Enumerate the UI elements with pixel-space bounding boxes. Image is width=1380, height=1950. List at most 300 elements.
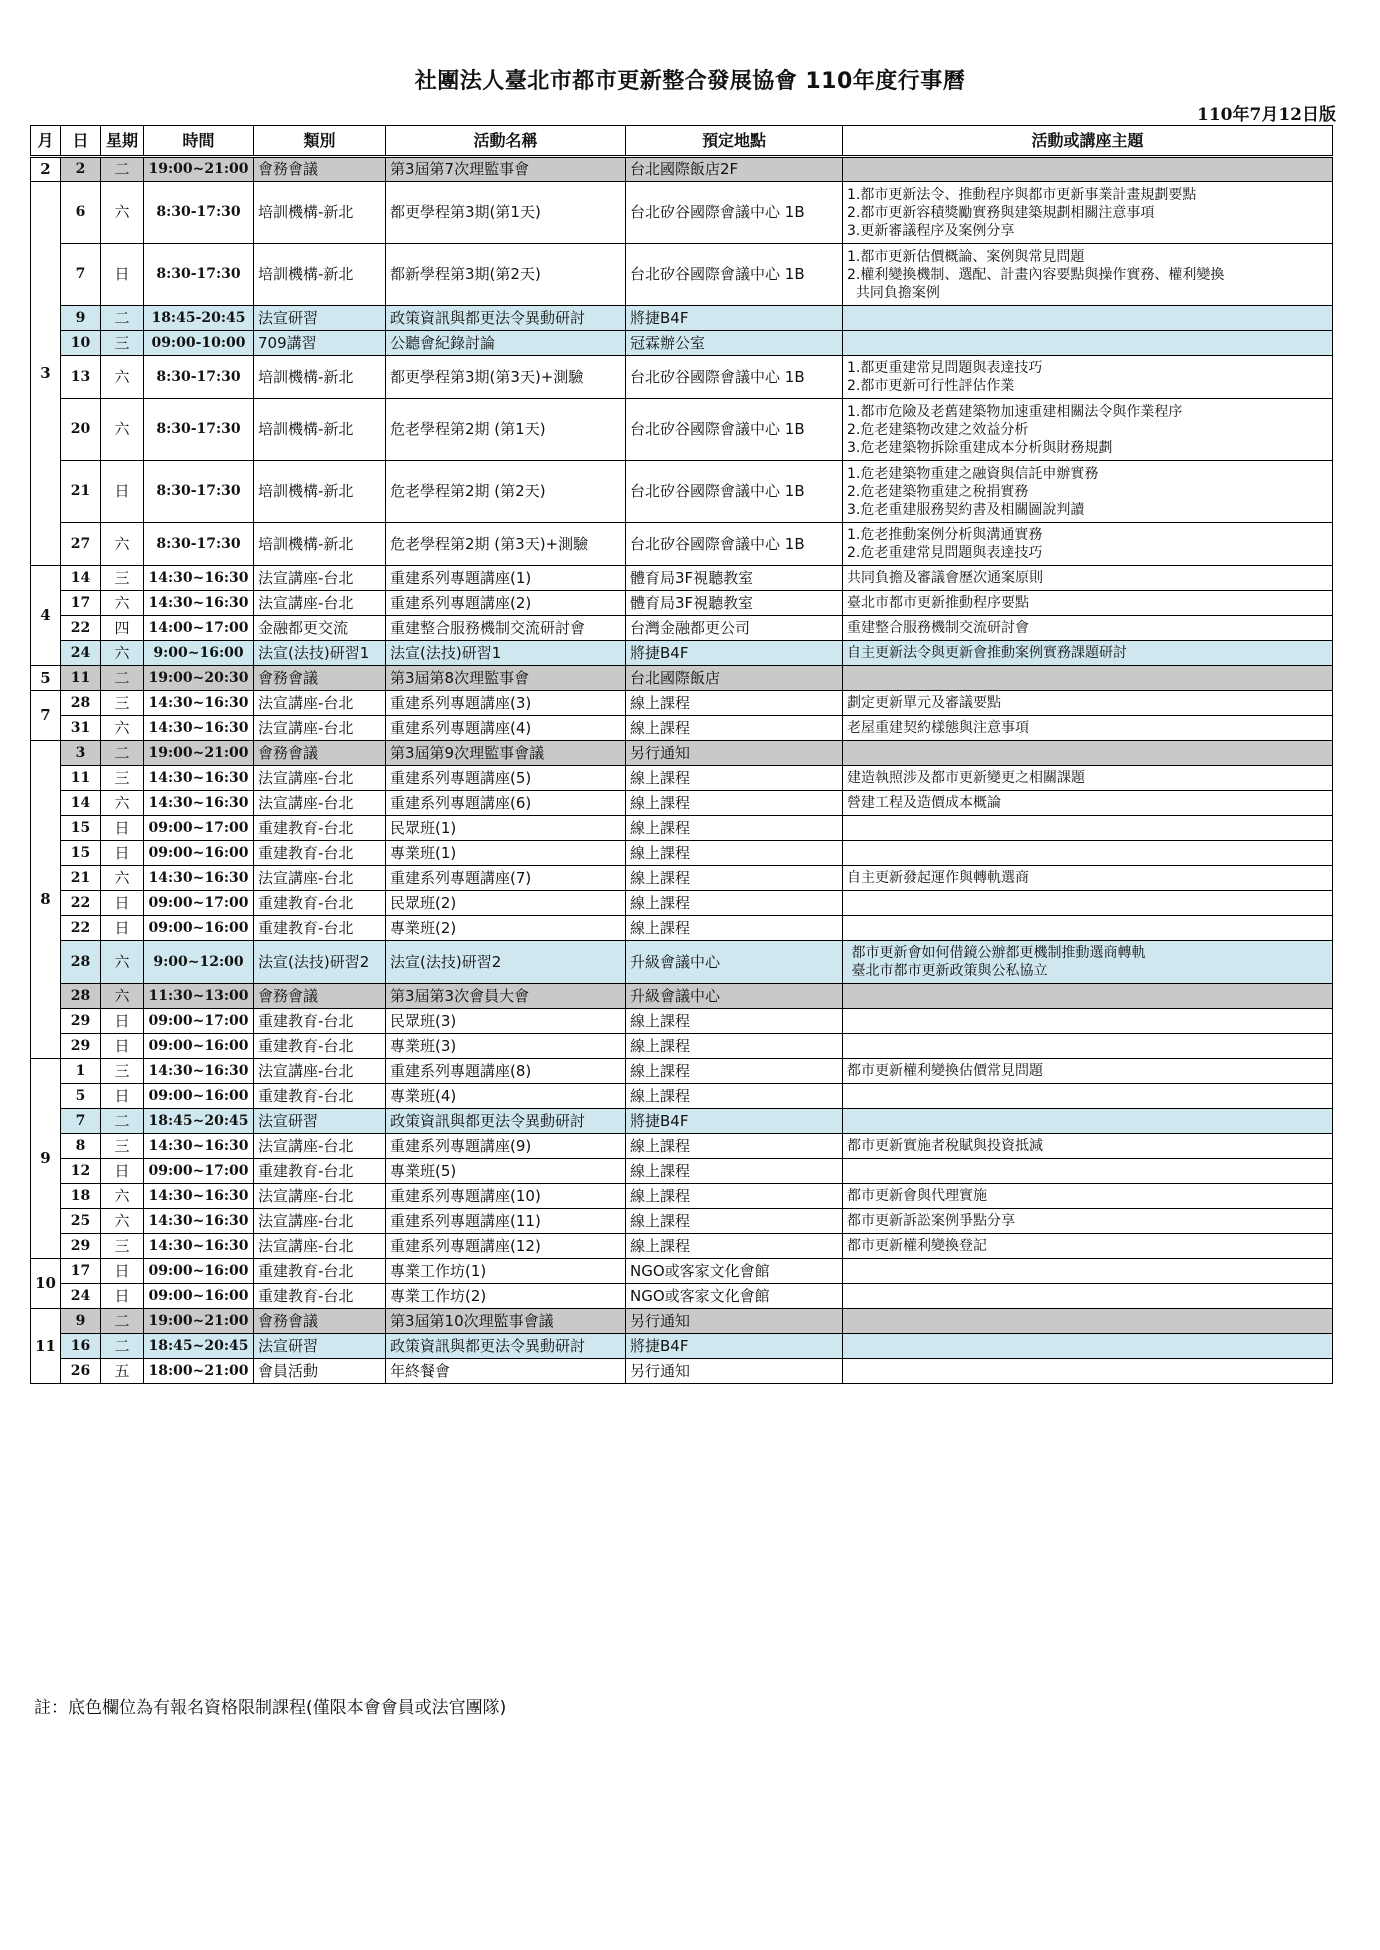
weekday-cell: 三: [101, 566, 144, 591]
activity-cell: 專業班(3): [386, 1034, 626, 1059]
activity-cell: 第3屆第3次會員大會: [386, 984, 626, 1009]
month-cell: 8: [31, 741, 61, 1059]
activity-cell: 重建系列專題講座(7): [386, 866, 626, 891]
activity-cell: 第3屆第9次理監事會議: [386, 741, 626, 766]
weekday-cell: 六: [101, 591, 144, 616]
day-cell: 15: [61, 816, 101, 841]
table-row: [31, 766, 1333, 791]
time-cell: 14:30~16:30: [144, 716, 254, 741]
topic-cell: [843, 1234, 1333, 1259]
month-cell: 2: [31, 157, 61, 182]
table-row: [31, 941, 1333, 984]
weekday-cell: 二: [101, 1309, 144, 1334]
activity-cell: 重建系列專題講座(8): [386, 1059, 626, 1084]
month-cell: 11: [31, 1309, 61, 1384]
category-cell: 法宣講座-台北: [254, 691, 386, 716]
table-header-row: [31, 126, 1333, 157]
day-cell: 7: [61, 1109, 101, 1134]
topic-line: 劃定更新單元及審議要點: [847, 695, 1001, 711]
venue-cell: 體育局3F視聽教室: [626, 591, 843, 616]
venue-cell: 另行通知: [626, 1359, 843, 1384]
day-cell: 25: [61, 1209, 101, 1234]
page-title: 社團法人臺北市都市更新整合發展協會 110年度行事曆: [414, 69, 966, 94]
topic-cell: [843, 591, 1333, 616]
topic-cell: [843, 741, 1333, 766]
header-activity: 活動名稱: [386, 126, 626, 157]
header-month: 月: [31, 126, 61, 157]
weekday-cell: 日: [101, 816, 144, 841]
header-day: 日: [61, 126, 101, 157]
category-cell: 培訓機構-新北: [254, 399, 386, 461]
header-time: 時間: [144, 126, 254, 157]
time-cell: 18:45~20:45: [144, 1109, 254, 1134]
topic-cell: [843, 666, 1333, 691]
table-row: [31, 841, 1333, 866]
version-label: 110年7月12日版: [1197, 105, 1336, 125]
category-cell: 重建教育-台北: [254, 1009, 386, 1034]
activity-cell: 專業工作坊(2): [386, 1284, 626, 1309]
time-cell: 9:00~12:00: [144, 941, 254, 984]
topic-line: 都市更新權利變換登記: [847, 1238, 987, 1254]
category-cell: 法宣(法技)研習2: [254, 941, 386, 984]
day-cell: 22: [61, 891, 101, 916]
day-cell: 14: [61, 566, 101, 591]
time-cell: 18:45-20:45: [144, 306, 254, 331]
venue-cell: 將捷B4F: [626, 306, 843, 331]
day-cell: 2: [61, 157, 101, 182]
topic-cell: [843, 691, 1333, 716]
category-cell: 重建教育-台北: [254, 916, 386, 941]
topic-cell: [843, 984, 1333, 1009]
time-cell: 09:00~17:00: [144, 816, 254, 841]
category-cell: 重建教育-台北: [254, 816, 386, 841]
day-cell: 27: [61, 523, 101, 566]
time-cell: 09:00~17:00: [144, 1159, 254, 1184]
month-cell: 4: [31, 566, 61, 666]
table-row: [31, 891, 1333, 916]
topic-cell: [843, 941, 1333, 984]
weekday-cell: 日: [101, 1159, 144, 1184]
activity-cell: 重建系列專題講座(10): [386, 1184, 626, 1209]
topic-cell: [843, 182, 1333, 244]
activity-cell: 法宣(法技)研習1: [386, 641, 626, 666]
time-cell: 8:30-17:30: [144, 523, 254, 566]
weekday-cell: 六: [101, 523, 144, 566]
category-cell: 會務會議: [254, 1309, 386, 1334]
weekday-cell: 二: [101, 1109, 144, 1134]
category-cell: 法宣講座-台北: [254, 566, 386, 591]
topic-cell: [843, 399, 1333, 461]
activity-cell: 民眾班(1): [386, 816, 626, 841]
day-cell: 1: [61, 1059, 101, 1084]
category-cell: 法宣講座-台北: [254, 1234, 386, 1259]
table-row: [31, 331, 1333, 356]
category-cell: 重建教育-台北: [254, 891, 386, 916]
topic-cell: [843, 716, 1333, 741]
weekday-cell: 五: [101, 1359, 144, 1384]
time-cell: 14:30~16:30: [144, 1209, 254, 1234]
day-cell: 13: [61, 356, 101, 399]
venue-cell: 線上課程: [626, 1159, 843, 1184]
venue-cell: 將捷B4F: [626, 1334, 843, 1359]
category-cell: 培訓機構-新北: [254, 523, 386, 566]
time-cell: 14:00~17:00: [144, 616, 254, 641]
topic-line: 1.危老建築物重建之融資與信託申辦實務: [847, 465, 1099, 482]
activity-cell: 第3屆第10次理監事會議: [386, 1309, 626, 1334]
weekday-cell: 三: [101, 1059, 144, 1084]
time-cell: 19:00~21:00: [144, 157, 254, 182]
topic-cell: [843, 1334, 1333, 1359]
time-cell: 8:30-17:30: [144, 244, 254, 306]
venue-cell: 線上課程: [626, 716, 843, 741]
venue-cell: 台北矽谷國際會議中心 1B: [626, 399, 843, 461]
venue-cell: 線上課程: [626, 1084, 843, 1109]
weekday-cell: 二: [101, 666, 144, 691]
category-cell: 培訓機構-新北: [254, 244, 386, 306]
weekday-cell: 六: [101, 791, 144, 816]
time-cell: 9:00~16:00: [144, 641, 254, 666]
activity-cell: 專業班(4): [386, 1084, 626, 1109]
weekday-cell: 二: [101, 741, 144, 766]
weekday-cell: 三: [101, 1134, 144, 1159]
activity-cell: 重建系列專題講座(11): [386, 1209, 626, 1234]
venue-cell: 升級會議中心: [626, 984, 843, 1009]
day-cell: 24: [61, 1284, 101, 1309]
weekday-cell: 二: [101, 1334, 144, 1359]
table-row: [31, 1234, 1333, 1259]
weekday-cell: 六: [101, 356, 144, 399]
category-cell: 709講習: [254, 331, 386, 356]
venue-cell: 線上課程: [626, 1059, 843, 1084]
venue-cell: 線上課程: [626, 1009, 843, 1034]
time-cell: 14:30~16:30: [144, 566, 254, 591]
time-cell: 19:00~20:30: [144, 666, 254, 691]
topic-cell: [843, 1109, 1333, 1134]
activity-cell: 政策資訊與都更法令異動研討: [386, 1109, 626, 1134]
day-cell: 5: [61, 1084, 101, 1109]
venue-cell: 台北矽谷國際會議中心 1B: [626, 523, 843, 566]
category-cell: 重建教育-台北: [254, 1259, 386, 1284]
weekday-cell: 六: [101, 984, 144, 1009]
day-cell: 9: [61, 1309, 101, 1334]
topic-line: 1.危老推動案例分析與溝通實務: [847, 527, 1043, 543]
day-cell: 29: [61, 1234, 101, 1259]
category-cell: 會務會議: [254, 157, 386, 182]
day-cell: 7: [61, 244, 101, 306]
venue-cell: 線上課程: [626, 1184, 843, 1209]
venue-cell: 台北矽谷國際會議中心 1B: [626, 244, 843, 306]
day-cell: 11: [61, 666, 101, 691]
time-cell: 09:00~17:00: [144, 1009, 254, 1034]
weekday-cell: 六: [101, 941, 144, 984]
time-cell: 09:00~16:00: [144, 1284, 254, 1309]
table-row: [31, 716, 1333, 741]
table-row: [31, 523, 1333, 566]
topic-cell: [843, 306, 1333, 331]
venue-cell: 線上課程: [626, 766, 843, 791]
topic-line: 1.都市更新法令、推動程序與都市更新事業計畫規劃要點: [847, 186, 1197, 203]
day-cell: 3: [61, 741, 101, 766]
activity-cell: 危老學程第2期 (第2天): [386, 461, 626, 523]
topic-line: 自主更新法令與更新會推動案例實務課題研討: [847, 645, 1127, 661]
topic-line: 自主更新發起運作與轉軌選商: [847, 870, 1029, 886]
time-cell: 09:00~16:00: [144, 916, 254, 941]
time-cell: 11:30~13:00: [144, 984, 254, 1009]
topic-line: 建造執照涉及都市更新變更之相關課題: [847, 770, 1085, 786]
weekday-cell: 日: [101, 916, 144, 941]
day-cell: 21: [61, 461, 101, 523]
topic-line: 2.權利變換機制、選配、計畫內容要點與操作實務、權利變換: [847, 266, 1225, 283]
table-row: [31, 1059, 1333, 1084]
activity-cell: 第3屆第8次理監事會: [386, 666, 626, 691]
topic-cell: [843, 244, 1333, 306]
table-row: [31, 1109, 1333, 1134]
time-cell: 09:00~16:00: [144, 1259, 254, 1284]
venue-cell: 線上課程: [626, 841, 843, 866]
activity-cell: 第3屆第7次理監事會: [386, 157, 626, 182]
topic-line: 臺北市都市更新推動程序要點: [847, 595, 1029, 611]
topic-line: 3.更新審議程序及案例分享: [847, 222, 1015, 239]
venue-cell: 台北矽谷國際會議中心 1B: [626, 182, 843, 244]
category-cell: 培訓機構-新北: [254, 182, 386, 244]
venue-cell: 冠霖辦公室: [626, 331, 843, 356]
topic-line: 都市更新實施者稅賦與投資抵減: [847, 1138, 1043, 1154]
topic-line: 老屋重建契約樣態與注意事項: [847, 720, 1029, 736]
table-row: [31, 816, 1333, 841]
venue-cell: 線上課程: [626, 866, 843, 891]
weekday-cell: 日: [101, 461, 144, 523]
day-cell: 31: [61, 716, 101, 741]
topic-line: 2.都市更新容積獎勵實務與建築規劃相關注意事項: [847, 204, 1155, 221]
category-cell: 培訓機構-新北: [254, 356, 386, 399]
topic-line: 共同負擔及審議會歷次通案原則: [847, 570, 1043, 586]
category-cell: 法宣講座-台北: [254, 791, 386, 816]
venue-cell: 線上課程: [626, 1209, 843, 1234]
day-cell: 22: [61, 616, 101, 641]
weekday-cell: 六: [101, 1184, 144, 1209]
topic-line: 都市更新訴訟案例爭點分享: [847, 1213, 1015, 1229]
weekday-cell: 三: [101, 331, 144, 356]
weekday-cell: 二: [101, 157, 144, 182]
weekday-cell: 六: [101, 716, 144, 741]
activity-cell: 重建系列專題講座(6): [386, 791, 626, 816]
activity-cell: 重建系列專題講座(9): [386, 1134, 626, 1159]
table-row: [31, 1284, 1333, 1309]
day-cell: 28: [61, 941, 101, 984]
venue-cell: NGO或客家文化會館: [626, 1284, 843, 1309]
table-row: [31, 866, 1333, 891]
activity-cell: 政策資訊與都更法令異動研討: [386, 1334, 626, 1359]
topic-line: 1.都市危險及老舊建築物加速重建相關法令與作業程序: [847, 403, 1183, 420]
table-row: [31, 1159, 1333, 1184]
activity-cell: 重建系列專題講座(3): [386, 691, 626, 716]
weekday-cell: 日: [101, 1034, 144, 1059]
day-cell: 6: [61, 182, 101, 244]
category-cell: 會務會議: [254, 984, 386, 1009]
day-cell: 28: [61, 691, 101, 716]
table-row: [31, 1209, 1333, 1234]
day-cell: 20: [61, 399, 101, 461]
topic-cell: [843, 891, 1333, 916]
table-row: [31, 1359, 1333, 1384]
day-cell: 10: [61, 331, 101, 356]
time-cell: 8:30-17:30: [144, 356, 254, 399]
category-cell: 法宣講座-台北: [254, 1134, 386, 1159]
category-cell: 重建教育-台北: [254, 1159, 386, 1184]
table-row: [31, 1334, 1333, 1359]
table-row: [31, 1084, 1333, 1109]
table-row: [31, 566, 1333, 591]
category-cell: 法宣(法技)研習1: [254, 641, 386, 666]
topic-cell: [843, 523, 1333, 566]
month-cell: 7: [31, 691, 61, 741]
table-row: [31, 791, 1333, 816]
table-row: [31, 356, 1333, 399]
weekday-cell: 日: [101, 244, 144, 306]
month-cell: 9: [31, 1059, 61, 1259]
topic-cell: [843, 1009, 1333, 1034]
weekday-cell: 日: [101, 891, 144, 916]
weekday-cell: 日: [101, 1259, 144, 1284]
table-row: [31, 916, 1333, 941]
category-cell: 法宣講座-台北: [254, 1209, 386, 1234]
schedule-body: [31, 157, 1333, 1384]
weekday-cell: 六: [101, 1209, 144, 1234]
day-cell: 29: [61, 1009, 101, 1034]
footnote: 註：底色欄位為有報名資格限制課程(僅限本會會員或法官團隊): [34, 1698, 507, 1718]
topic-line: 2.危老建築物改建之效益分析: [847, 421, 1029, 438]
day-cell: 26: [61, 1359, 101, 1384]
category-cell: 重建教育-台北: [254, 1084, 386, 1109]
table-row: [31, 591, 1333, 616]
day-cell: 29: [61, 1034, 101, 1059]
venue-cell: 升級會議中心: [626, 941, 843, 984]
activity-cell: 危老學程第2期 (第1天): [386, 399, 626, 461]
topic-cell: [843, 1309, 1333, 1334]
time-cell: 09:00-10:00: [144, 331, 254, 356]
category-cell: 法宣講座-台北: [254, 1184, 386, 1209]
table-row: [31, 1134, 1333, 1159]
day-cell: 11: [61, 766, 101, 791]
venue-cell: 將捷B4F: [626, 641, 843, 666]
day-cell: 17: [61, 591, 101, 616]
table-row: [31, 666, 1333, 691]
venue-cell: 線上課程: [626, 1234, 843, 1259]
topic-cell: [843, 1359, 1333, 1384]
time-cell: 09:00~16:00: [144, 841, 254, 866]
table-row: [31, 461, 1333, 523]
category-cell: 重建教育-台北: [254, 841, 386, 866]
weekday-cell: 三: [101, 766, 144, 791]
venue-cell: 台北矽谷國際會議中心 1B: [626, 461, 843, 523]
topic-line: 1.都更重建常見問題與表達技巧: [847, 360, 1043, 376]
venue-cell: 台灣金融都更公司: [626, 616, 843, 641]
category-cell: 法宣講座-台北: [254, 716, 386, 741]
activity-cell: 民眾班(3): [386, 1009, 626, 1034]
day-cell: 14: [61, 791, 101, 816]
topic-cell: [843, 1084, 1333, 1109]
venue-cell: 另行通知: [626, 1309, 843, 1334]
time-cell: 19:00~21:00: [144, 741, 254, 766]
venue-cell: 體育局3F視聽教室: [626, 566, 843, 591]
time-cell: 14:30~16:30: [144, 791, 254, 816]
category-cell: 法宣研習: [254, 306, 386, 331]
category-cell: 法宣講座-台北: [254, 766, 386, 791]
category-cell: 法宣講座-台北: [254, 1059, 386, 1084]
activity-cell: 公聽會紀錄討論: [386, 331, 626, 356]
table-row: [31, 1009, 1333, 1034]
activity-cell: 專業班(2): [386, 916, 626, 941]
topic-line: 都市更新會如何借鏡公辦都更機制推動選商轉軌: [847, 945, 1146, 961]
day-cell: 24: [61, 641, 101, 666]
topic-cell: [843, 791, 1333, 816]
venue-cell: 台北國際飯店2F: [626, 157, 843, 182]
venue-cell: 線上課程: [626, 691, 843, 716]
topic-cell: [843, 356, 1333, 399]
category-cell: 法宣研習: [254, 1334, 386, 1359]
topic-cell: [843, 331, 1333, 356]
table-row: [31, 157, 1333, 182]
topic-line: 2.危老建築物重建之稅捐實務: [847, 483, 1029, 500]
header-category: 類別: [254, 126, 386, 157]
activity-cell: 專業班(1): [386, 841, 626, 866]
activity-cell: 危老學程第2期 (第3天)+測驗: [386, 523, 626, 566]
venue-cell: NGO或客家文化會館: [626, 1259, 843, 1284]
topic-cell: [843, 1184, 1333, 1209]
topic-line: 都市更新權利變換估價常見問題: [847, 1063, 1043, 1079]
time-cell: 09:00~17:00: [144, 891, 254, 916]
topic-cell: [843, 1284, 1333, 1309]
topic-line: 都市更新會與代理實施: [847, 1188, 987, 1204]
topic-cell: [843, 616, 1333, 641]
day-cell: 16: [61, 1334, 101, 1359]
table-row: [31, 984, 1333, 1009]
topic-cell: [843, 1059, 1333, 1084]
activity-cell: 都更學程第3期(第1天): [386, 182, 626, 244]
category-cell: 培訓機構-新北: [254, 461, 386, 523]
topic-cell: [843, 1259, 1333, 1284]
venue-cell: 台北國際飯店: [626, 666, 843, 691]
activity-cell: 年終餐會: [386, 1359, 626, 1384]
activity-cell: 法宣(法技)研習2: [386, 941, 626, 984]
topic-line: 臺北市都市更新政策與公私協立: [847, 963, 1048, 979]
table-row: [31, 306, 1333, 331]
month-cell: 10: [31, 1259, 61, 1309]
topic-cell: [843, 1034, 1333, 1059]
topic-cell: [843, 641, 1333, 666]
table-row: [31, 1184, 1333, 1209]
time-cell: 8:30-17:30: [144, 461, 254, 523]
day-cell: 12: [61, 1159, 101, 1184]
time-cell: 14:30~16:30: [144, 1059, 254, 1084]
topic-line: 1.都市更新估價概論、案例與常見問題: [847, 248, 1085, 265]
table-row: [31, 741, 1333, 766]
category-cell: 法宣講座-台北: [254, 866, 386, 891]
category-cell: 會務會議: [254, 741, 386, 766]
topic-cell: [843, 841, 1333, 866]
header-venue: 預定地點: [626, 126, 843, 157]
topic-line: 2.都市更新可行性評估作業: [847, 378, 1015, 394]
activity-cell: 專業班(5): [386, 1159, 626, 1184]
venue-cell: 線上課程: [626, 916, 843, 941]
weekday-cell: 六: [101, 866, 144, 891]
weekday-cell: 三: [101, 1234, 144, 1259]
day-cell: 17: [61, 1259, 101, 1284]
weekday-cell: 六: [101, 182, 144, 244]
time-cell: 14:30~16:30: [144, 1134, 254, 1159]
day-cell: 18: [61, 1184, 101, 1209]
weekday-cell: 二: [101, 306, 144, 331]
